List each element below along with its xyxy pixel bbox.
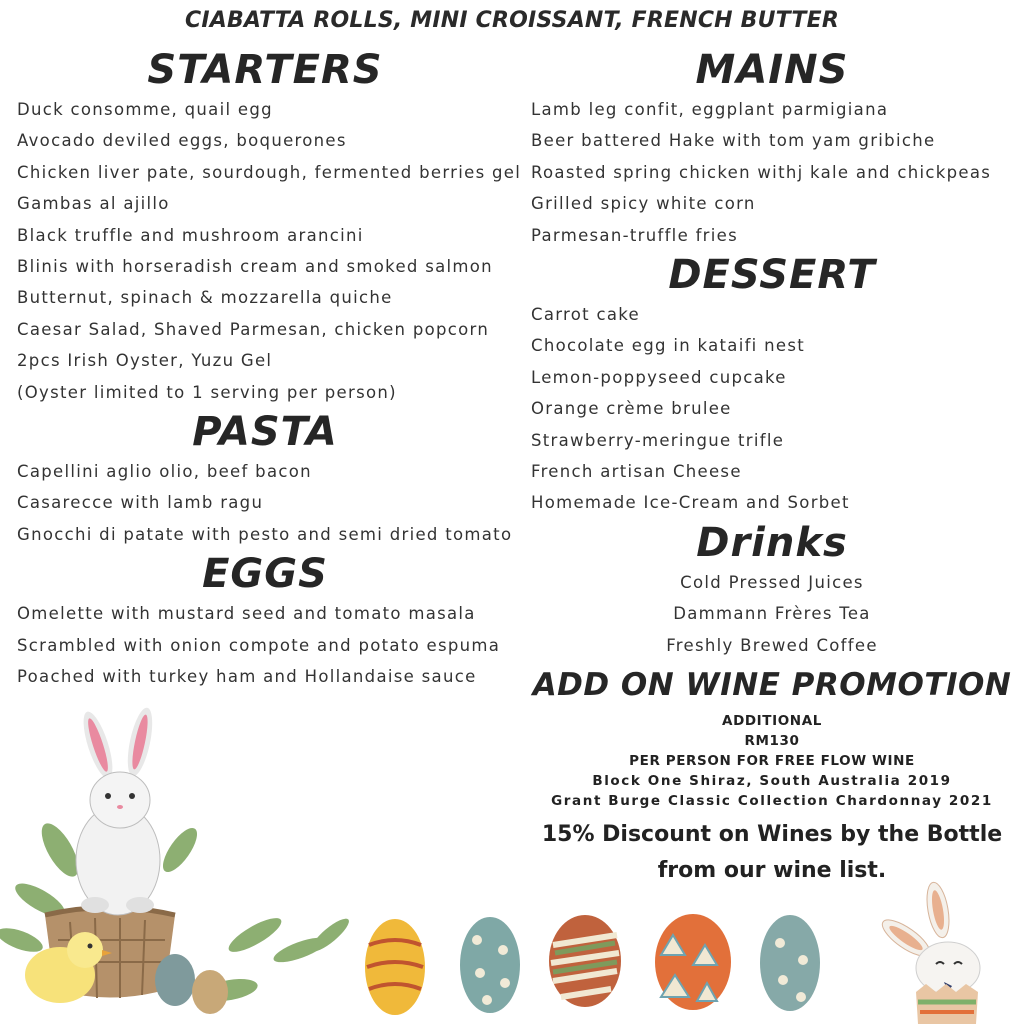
cartoon-bunny-illustration [868, 880, 998, 1024]
wine-per-person-label: PER PERSON FOR FREE FLOW WINE [629, 753, 915, 770]
dessert-heading: DESSERT [668, 252, 876, 299]
list-item: Casarecce with lamb ragu [17, 493, 264, 513]
easter-egg-icon [549, 915, 621, 1007]
list-item: Cold Pressed Juices [680, 572, 864, 592]
list-item: Poached with turkey ham and Hollandaise sauce [17, 667, 477, 687]
list-item: Lemon-poppyseed cupcake [531, 367, 787, 387]
easter-egg-icon [460, 917, 520, 1013]
list-item: Grilled spicy white corn [531, 194, 756, 214]
starters-list [0, 94, 530, 408]
pasta-heading: PASTA [192, 409, 338, 456]
discount-line: 15% Discount on Wines by the Bottle [541, 822, 1003, 848]
eggs-list [0, 598, 530, 692]
list-item: 2pcs Irish Oyster, Yuzu Gel [17, 351, 273, 371]
easter-egg-icon [760, 915, 820, 1011]
bunny-icon [76, 706, 160, 915]
list-item: Blinis with horseradish cream and smoked salmon [17, 257, 493, 277]
easter-egg-icon [192, 970, 228, 1014]
list-item: Duck consomme, quail egg [17, 100, 273, 119]
wine-promotion-heading: ADD ON WINE PROMOTION [532, 667, 1012, 704]
list-item: Butternut, spinach & mozzarella quiche [17, 288, 393, 308]
mains-heading: MAINS [695, 47, 849, 93]
left-column [0, 46, 530, 693]
wine-discount-text [520, 817, 1024, 889]
list-item: Gnocchi di patate with pesto and semi dried tomato [17, 524, 513, 544]
wine-name: Block One Shiraz, South Australia 2019 [592, 773, 952, 790]
easter-egg-icon [365, 919, 425, 1015]
bunny-basket-illustration [0, 700, 360, 1024]
discount-line: from our wine list. [657, 858, 887, 884]
list-item: French artisan Cheese [531, 462, 742, 482]
pasta-list [0, 456, 530, 550]
list-item: Strawberry-meringue trifle [531, 430, 785, 450]
list-item: Caesar Salad, Shaved Parmesan, chicken popcorn [17, 319, 490, 339]
list-item: Omelette with mustard seed and tomato masala [17, 604, 476, 624]
dessert-list [520, 299, 1024, 519]
cartoon-bunny-icon [877, 881, 980, 1024]
list-item: Black truffle and mushroom arancini [17, 225, 364, 245]
starters-heading: STARTERS [147, 47, 383, 93]
list-item: Dammann Frères Tea [673, 604, 871, 624]
mains-list [520, 94, 1024, 251]
list-item: Chicken liver pate, sourdough, fermented berries gel [17, 162, 522, 182]
menu-header: CIABATTA ROLLS, MINI CROISSANT, FRENCH BUTTER [185, 8, 839, 33]
list-item: Capellini aglio olio, beef bacon [17, 462, 312, 482]
eggs-heading: EGGS [202, 551, 328, 598]
list-item: (Oyster limited to 1 serving per person) [17, 382, 397, 402]
wine-additional-label: ADDITIONAL [722, 713, 822, 730]
list-item: Beer battered Hake with tom yam gribiche [531, 131, 936, 151]
wine-price: RM130 [744, 733, 800, 750]
list-item: Freshly Brewed Coffee [666, 635, 878, 655]
list-item: Chocolate egg in kataifi nest [531, 336, 805, 356]
list-item: Orange crème brulee [531, 399, 732, 419]
list-item: Homemade Ice-Cream and Sorbet [531, 493, 850, 513]
wine-name: Grant Burge Classic Collection Chardonnay 2021 [551, 793, 993, 810]
easter-egg-icon [655, 914, 731, 1010]
right-column [520, 46, 1024, 889]
easter-eggs-row [355, 905, 835, 1024]
easter-egg-icon [155, 954, 195, 1006]
list-item: Parmesan-truffle fries [531, 225, 738, 245]
wine-promotion-details [520, 711, 1024, 811]
drinks-heading: Drinks [696, 519, 848, 566]
list-item: Lamb leg confit, eggplant parmigiana [531, 100, 889, 119]
list-item: Scrambled with onion compote and potato espuma [17, 635, 501, 655]
list-item: Avocado deviled eggs, boquerones [17, 131, 347, 151]
list-item: Carrot cake [531, 305, 640, 325]
drinks-list [520, 567, 1024, 661]
list-item: Roasted spring chicken withj kale and chickpeas [531, 162, 992, 182]
list-item: Gambas al ajillo [17, 194, 170, 214]
